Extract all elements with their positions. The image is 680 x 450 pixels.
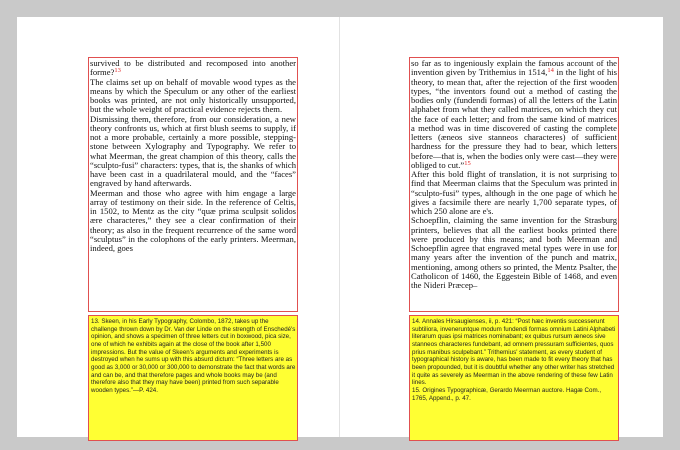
paragraph: Dismissing them, therefore, from our consideration, a new theory confronts us, which at first blush seems to supply, if not a more probable, certainly a more possible, stepping-stone between Xylography and Typography. We refer to what Meerman, the great champion of this theory, calls the “sculpto-fusi” characters: types, that is, the shanks of which have been cast in a quadrilateral mould, and the “faces” engraved by hand afterwards. [90, 113, 296, 189]
paragraph: The claims set up on behalf of movable wood types as the means by which the Speculum or any other of the earliest books was printed, are not only historically unsupported, but the whole weight of practical evidence rejects them. [90, 76, 296, 115]
footnote-13: 13. Skeen, in his Early Typography, Colombo, 1872, takes up the challenge thrown down by Dr. Van der Linde on the strength of Enschedé's opinion, and shows a specimen of three letters cut in boxwood, pica size, one of which he exhibits again at the close of the book after 1,500 impressions. But the value of Skeen's arguments and experiments is destroyed when he sums up with this absurd dictum: “Three letters are as good as 3,000 or 30,000 or 300,000 to demonstrate the fact that words are and can be, and that therefore pages and whole books may be (and therefore also that they may have been) printed from such separable wooden types.”—P. 424. [91, 318, 296, 394]
footnote-ref-15[interactable]: 15 [464, 159, 471, 167]
footnote-15: 15. Origines Typographicæ, Gerardo Meerman auctore. Hagæ Com., 1765, Append., p. 47. [412, 386, 602, 402]
paragraph: After this bold flight of translation, it is not surprising to find that Meerman claims that the Speculum was printed in “sculpto-fusi” types, although in the one page of which he gives a facsimile there are nearly 1,700 separate types, of which 250 alone are e's. [411, 169, 617, 216]
right-page-body [409, 57, 619, 312]
paragraph: Schoepflin, claiming the same invention for the Strasburg printers, believes that all the earliest books printed there were produced by this means; and both Meerman and Schoepflin agree that engraved metal types were in use for many years after the invention of the punch and matrix, mentioning, among others so printed, the Mentz Psalter, the Catholicon of 1460, the Eggestein Bible of 1468, and even the Nideri Præcep– [411, 215, 617, 290]
paragraph: Meerman and those who agree with him engage a large array of testimony on their side. In the reference of Celtis, in 1502, to Mentz as the city “quæ prima sculpsit solidos ære characteres,” they see a clear confirmation of their theory; as also in the frequent recurrence of the same word “sculptus” in the colophons of the early printers. Meerman, indeed, goes [90, 187, 296, 253]
footnote-ref-13[interactable]: 13 [114, 67, 121, 75]
page-gutter [339, 17, 340, 437]
left-page-body [88, 57, 298, 312]
book-spread [17, 17, 663, 437]
footnote-ref-14[interactable]: 14 [547, 67, 554, 75]
footnote-14: 14. Annales Hirsaugienses, ii, p. 421: “Post hæc inventis successerunt subtiliora, inveneruntque modum fundendi formas omnium Latini Alphabeti literarum quas ipsi matrices nominabant; ex quibus rursum æneos sive stanneos characteres fundebant, ad omnem pressuram sufficientes, quos prius manibus sculpebant.” Trithemius' statement, as every student of typographical history is aware, has been made to fit every theory that has been propounded, but it is doubtful whether any other writer has stretched it quite as severely as Meerman in the above rendering of these few Latin lines. [412, 318, 616, 387]
paragraph: so far as to ingeniously explain the famous account of the invention given by Trithemius in 1514,14 in the light of his theory, to mean that, after the rejection of the first wooden types, “the inventors found out a method of casting the bodies only (fundendi formas) of all the letters of the Latin alphabet from what they called matrices, on which they cut the face of each letter; and from the same kind of matrices a method was in time discovered of casting the complete letters (æneos sive stanneos characteres) of sufficient hardness for the pressure they had to bear, which letters before—that is, when the bodies only were cast—they were obliged to cut.”$^{15}$ [411, 58, 617, 170]
left-page-footnotes [88, 315, 298, 441]
paragraph: survived to be distributed and recomposed into another forme?$^{13}$ [90, 58, 296, 78]
right-page-footnotes [409, 315, 619, 441]
